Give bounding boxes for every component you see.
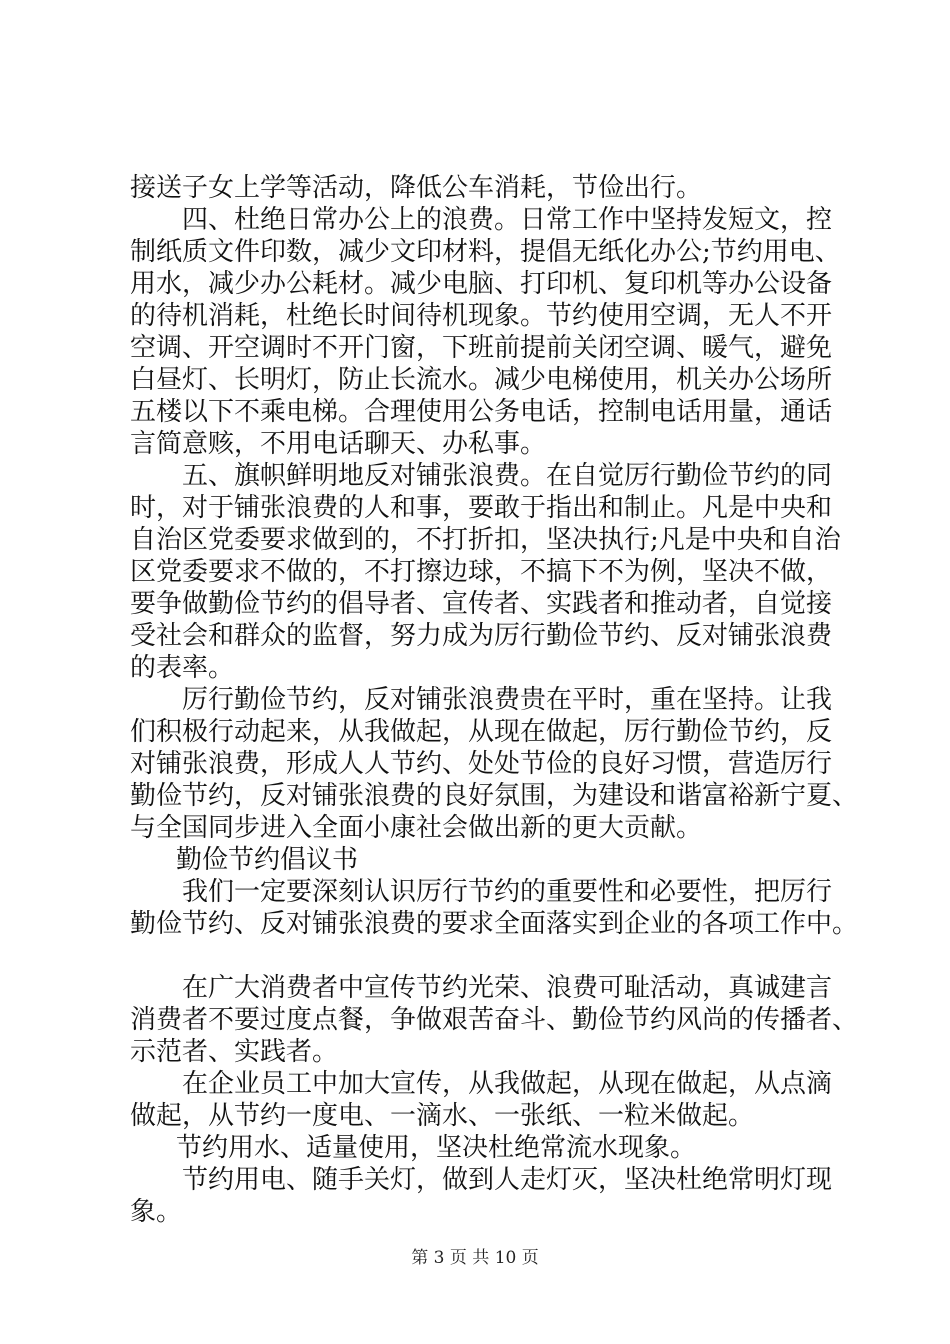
text-line: 勤俭节约，反对铺张浪费的良好氛围，为建设和谐富裕新宁夏、 — [130, 781, 859, 811]
text-line: 节约用电、随手关灯，做到人走灯灭，坚决杜绝常明灯现 — [182, 1165, 833, 1195]
text-line: 与全国同步进入全面小康社会做出新的更大贡献。 — [130, 813, 703, 843]
text-line: 空调、开空调时不开门窗，下班前提前关闭空调、暖气，避免 — [130, 333, 833, 363]
text-line: 时，对于铺张浪费的人和事，要敢于指出和制止。凡是中央和 — [130, 493, 833, 523]
text-line: 四、杜绝日常办公上的浪费。日常工作中坚持发短文，控 — [182, 205, 833, 235]
text-line: 象。 — [130, 1197, 183, 1227]
text-line: 的待机消耗，杜绝长时间待机现象。节约使用空调，无人不开 — [130, 301, 833, 331]
text-line: 言简意赅，不用电话聊天、办私事。 — [130, 429, 547, 459]
text-line: 要争做勤俭节约的倡导者、宣传者、实践者和推动者，自觉接 — [130, 589, 833, 619]
text-line: 自治区党委要求做到的，不打折扣，坚决执行;凡是中央和自治 — [130, 525, 841, 555]
text-line: 制纸质文件印数，减少文印材料，提倡无纸化办公;节约用电、 — [130, 237, 841, 267]
text-line: 五楼以下不乘电梯。合理使用公务电话，控制电话用量，通话 — [130, 397, 833, 427]
text-line: 在广大消费者中宣传节约光荣、浪费可耻活动，真诚建言 — [182, 973, 833, 1003]
text-line: 五、旗帜鲜明地反对铺张浪费。在自觉厉行勤俭节约的同 — [182, 461, 833, 491]
text-line: 区党委要求不做的，不打擦边球，不搞下不为例，坚决不做， — [130, 557, 833, 587]
text-line: 在企业员工中加大宣传，从我做起，从现在做起，从点滴 — [182, 1069, 833, 1099]
text-line: 厉行勤俭节约，反对铺张浪费贵在平时，重在坚持。让我 — [182, 685, 833, 715]
text-line: 做起，从节约一度电、一滴水、一张纸、一粒米做起。 — [130, 1101, 755, 1131]
page-number-footer: 第 3 页 共 10 页 — [411, 1248, 539, 1268]
text-line: 用水，减少办公耗材。减少电脑、打印机、复印机等办公设备 — [130, 269, 833, 299]
heading-line: 勤俭节约倡议书 — [176, 845, 359, 875]
text-line: 的表率。 — [130, 653, 235, 683]
text-line: 们积极行动起来，从我做起，从现在做起，厉行勤俭节约，反 — [130, 717, 833, 747]
text-line: 消费者不要过度点餐，争做艰苦奋斗、勤俭节约风尚的传播者、 — [130, 1005, 859, 1035]
text-line: 接送子女上学等活动，降低公车消耗，节俭出行。 — [130, 173, 703, 203]
text-line: 受社会和群众的监督，努力成为厉行勤俭节约、反对铺张浪费 — [130, 621, 833, 651]
text-line: 我们一定要深刻认识厉行节约的重要性和必要性，把厉行 — [182, 877, 833, 907]
text-line: 节约用水、适量使用，坚决杜绝常流水现象。 — [176, 1133, 697, 1163]
text-line: 勤俭节约、反对铺张浪费的要求全面落实到企业的各项工作中。 — [130, 909, 859, 939]
text-line: 对铺张浪费，形成人人节约、处处节俭的良好习惯，营造厉行 — [130, 749, 833, 779]
text-line: 示范者、实践者。 — [130, 1037, 339, 1067]
text-line: 白昼灯、长明灯，防止长流水。减少电梯使用，机关办公场所 — [130, 365, 833, 395]
